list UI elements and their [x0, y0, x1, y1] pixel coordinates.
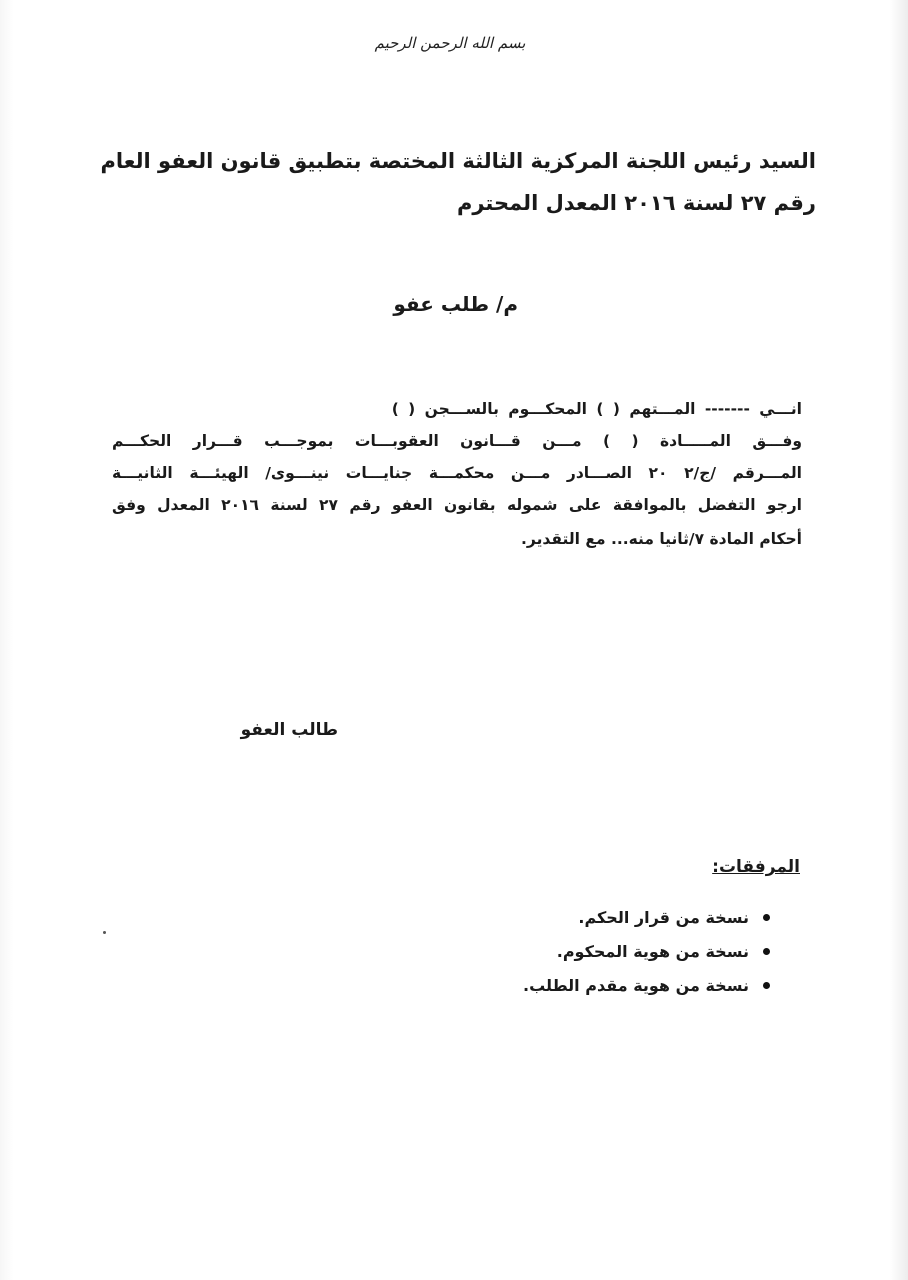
- subject-line: م/ طلب عفو: [393, 292, 518, 316]
- body-line-1: انـــي ------- المـــتهم ( ) المحكـــوم بالســـجن ( ): [391, 400, 802, 418]
- signature-label: طالب العفو: [240, 720, 338, 740]
- attachment-text: نسخة من قرار الحكم.: [578, 907, 749, 927]
- addressee-line-1: السيد رئيس اللجنة المركزية الثالثة المختصة بتطبيق قانون العفو العام: [100, 149, 816, 173]
- attachments-title: المرفقات:: [712, 857, 800, 877]
- attachment-item: [523, 934, 770, 968]
- body-line-2: وفـــق المـــــادة ( ) مـــن قـــانون العقوبـــات بموجـــب قـــرار الحكـــم: [112, 432, 802, 450]
- body-line-3: المـــرقم /ج/٢ ٢٠ الصـــادر مـــن محكمـــة جنايـــات نينـــوى/ الهيئـــة الثانيـــة: [112, 464, 802, 482]
- attachment-text: نسخة من هوية المحكوم.: [556, 941, 749, 961]
- addressee-line-2: رقم ٢٧ لسنة ٢٠١٦ المعدل المحترم: [456, 191, 816, 215]
- bullet-icon: [763, 914, 770, 921]
- attachment-item: [523, 968, 770, 1002]
- body-line-5: أحكام المادة ٧/ثانيا منه... مع التقدير.: [521, 530, 802, 548]
- attachment-item: [523, 900, 770, 934]
- attachment-text: نسخة من هوية مقدم الطلب.: [523, 975, 749, 995]
- attachments-list: [523, 900, 770, 1002]
- bullet-icon: [763, 948, 770, 955]
- paper-speck: [103, 931, 106, 934]
- body-line-4: ارجو التفضل بالموافقة على شموله بقانون العفو رقم ٢٧ لسنة ٢٠١٦ المعدل وفق: [112, 496, 802, 514]
- addressee-block: [96, 140, 816, 224]
- bullet-icon: [763, 982, 770, 989]
- basmala-header: بسم الله الرحمن الرحيم: [374, 34, 526, 52]
